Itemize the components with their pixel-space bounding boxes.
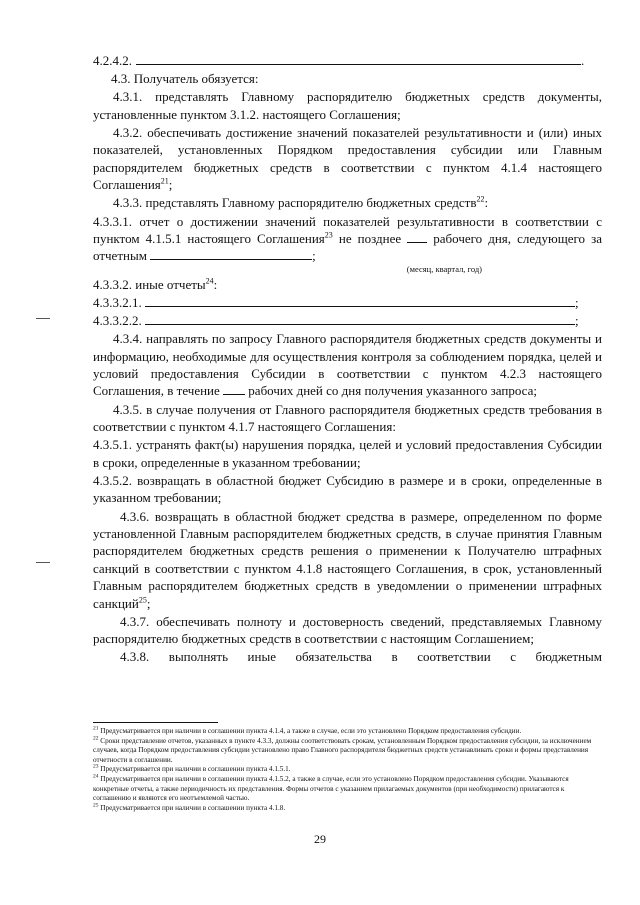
clause-4-3-8: 4.3.8. выполнять иные обязательства в соответствии с бюджетным bbox=[120, 649, 602, 665]
clause-4-3: 4.3. Получатель обязуется: bbox=[111, 71, 259, 87]
caption-period: (месяц, квартал, год) bbox=[406, 263, 482, 274]
clause-4-2-4-2: 4.2.4.2. . bbox=[93, 53, 585, 68]
footnote: $^{23}$ Предусматривается при наличии в соглашении пункта 4.1.5.1. bbox=[93, 763, 291, 774]
page-number: 29 bbox=[314, 832, 326, 846]
clause-4-3-5-1: 4.3.5.1. устранять факт(ы) нарушения порядка, целей и условий предоставления Субсидии в сроки, определенные в указанном требовании; bbox=[93, 437, 602, 470]
footnote: $^{25}$ Предусматривается при наличии в соглашении пункта 4.1.8. bbox=[93, 802, 286, 812]
footnote-separator bbox=[93, 722, 218, 723]
clause-4-3-2: 4.3.2. обеспечивать достижение значений показателей результативности и (или) иных показателей, установленных Порядком предоставления субсидии или Главным распорядителем бюджетных средств в соответствии с пунктом 4.1.4 настоящего Соглашения$^{21}$; bbox=[93, 125, 602, 193]
footnote-ref: 22 bbox=[476, 195, 485, 205]
clause-4-3-3-2: 4.3.3.2. иные отчеты$^{24}$: bbox=[93, 276, 218, 292]
body-text bbox=[93, 52, 602, 667]
clause-4-3-3-2-2: 4.3.3.2.2. ; bbox=[93, 313, 579, 329]
clause-4-3-3-1: 4.3.3.1. отчет о достижении значений показателей результативности в соответствии с пунктом 4.1.5.1 настоящего Соглашения$^{23}$ не позднее рабочего дня, следующего за отчетным ; bbox=[93, 213, 603, 264]
clause-4-3-6: 4.3.6. возвращать в областной бюджет средства в размере, определенном по форме установленной Главным распорядителем бюджетных средств, в случае принятия Главным распорядителем бюджетных средств решения о применении к Получателю штрафных санкций в соответствии с пунктом 4.1.8 настоящего Соглашения, в срок, установленный Главным распорядителем бюджетных средств в уведомлении о применении штрафных санкций$^{25}$; bbox=[93, 508, 602, 611]
clause-4-3-1: 4.3.1. представлять Главному распорядителю бюджетных средств документы, установленные пунктом 3.1.2. настоящего Соглашения; bbox=[93, 89, 602, 122]
clause-4-3-5: 4.3.5. в случае получения от Главного распорядителя бюджетных средств требования в соответствии с пунктом 4.1.7 настоящего Соглашения: bbox=[93, 401, 602, 435]
footnote: $^{21}$ Предусматривается при наличии в соглашении пункта 4.1.4, а также в случае, если это установлено Порядком предоставления субсидии. bbox=[93, 725, 522, 735]
margin-mark bbox=[36, 562, 50, 563]
margin-mark bbox=[36, 318, 50, 319]
clause-4-3-7: 4.3.7. обеспечивать полноту и достоверность сведений, представляемых Главному распорядителю бюджетных средств в соответствии с настоящим Соглашением; bbox=[93, 613, 602, 647]
clause-4-3-3: 4.3.3. представлять Главному распорядителю бюджетных средств$^{22}$: bbox=[113, 195, 489, 211]
clause-4-3-5-2: 4.3.5.2. возвращать в областной бюджет Субсидию в размере и в сроки, определенные в указанном требовании; bbox=[93, 472, 602, 506]
clause-4-3-3-2-1: 4.3.3.2.1. ; bbox=[93, 294, 579, 310]
footnote: $^{24}$ Предусматривается при наличии в соглашении пункта 4.1.5.2, а также в случае, если это установлено Порядком предоставления субсидии. Указываются конкретные отчеты, а также периодичность их представления. Формы отчетов с указанием прилагаемых документов (при необходимости) прилагаются к соглашению и являются его неотъемлемой частью. bbox=[93, 773, 569, 803]
footnote: $^{22}$ Сроки представление отчетов, указанных в пункте 4.3.3, должны соответствовать срокам, установленным Порядком предоставления субсидии, за исключением случаев, когда Порядком предоставления субсидии установлено право Главного распорядителя бюджетных средств устанавливать сроки и формы представления отчетности в соглашении. bbox=[93, 735, 592, 764]
clause-4-3-4: 4.3.4. направлять по запросу Главного распорядителя бюджетных средств документы и информацию, необходимые для осуществления контроля за соблюдением порядка, целей и условий предоставления Субсидии в соответствии с пунктом 4.2.3 настоящего Соглашения, в течение рабочих дней со дня получения указанного запроса; bbox=[93, 331, 602, 399]
footnote-ref: 23 bbox=[324, 230, 333, 240]
footnotes bbox=[93, 727, 602, 813]
footnote-ref: 25 bbox=[138, 595, 147, 605]
footnote-ref: 21 bbox=[160, 176, 169, 186]
footnote-ref: 24 bbox=[205, 276, 214, 286]
